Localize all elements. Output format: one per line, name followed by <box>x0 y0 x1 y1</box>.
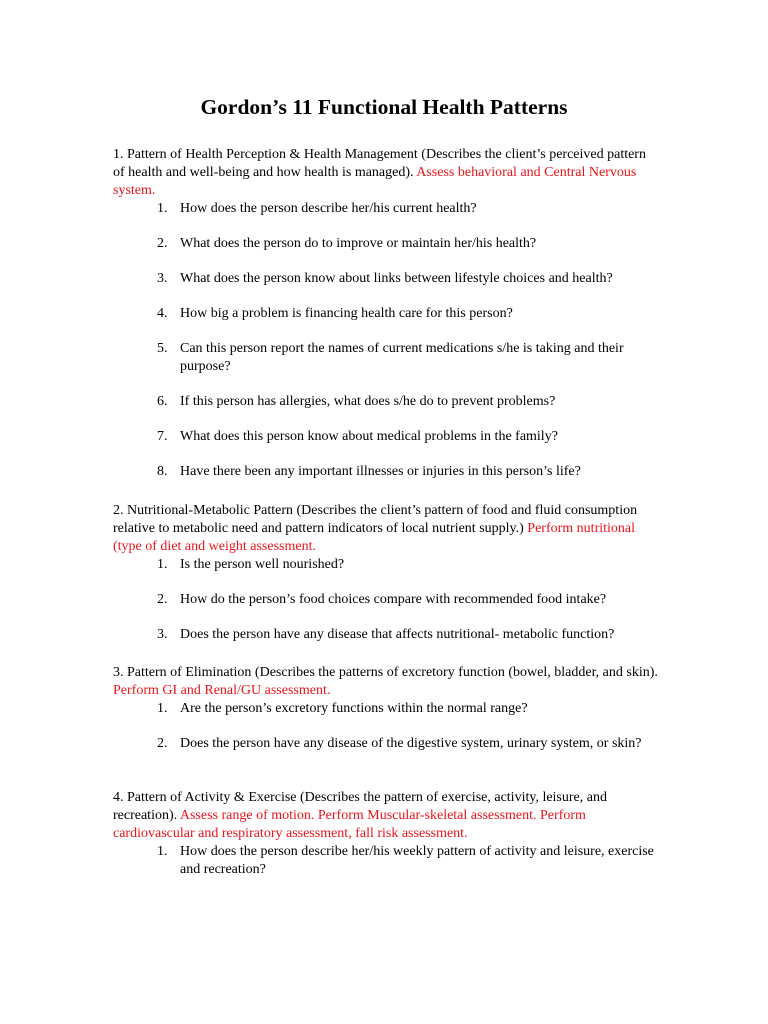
question-list <box>113 556 658 644</box>
question-text: Can this person report the names of current medications s/he is taking and their purpose? <box>180 341 624 374</box>
question-text: How do the person’s food choices compare with recommended food intake? <box>180 592 607 607</box>
section-description: 3. Pattern of Elimination (Describes the patterns of excretory function (bowel, bladder, and skin). <box>113 665 658 680</box>
list-number: 2. <box>157 592 168 607</box>
page-title: Gordon’s 11 Functional Health Patterns <box>200 95 568 119</box>
list-item <box>113 305 658 323</box>
section-description: 4. Pattern of Activity & Exercise (Describes the pattern of exercise, activity, leisure, and recreation). <box>113 790 607 823</box>
question-text: Have there been any important illnesses or injuries in this person’s life? <box>180 464 581 479</box>
question-text: How big a problem is financing health care for this person? <box>180 306 513 321</box>
list-number: 3. <box>157 271 168 286</box>
assessment-note: Perform GI and Renal/GU assessment. <box>113 683 331 698</box>
list-item <box>113 735 658 753</box>
assessment-note: Assess range of motion. Perform Muscular-skeletal assessment. Perform cardiovascular and respiratory assessment, fall risk assessment. <box>113 808 586 841</box>
list-item <box>113 626 658 644</box>
question-text: What does the person know about links between lifestyle choices and health? <box>180 271 613 286</box>
list-number: 1. <box>157 844 168 859</box>
question-text: How does the person describe her/his weekly pattern of activity and leisure, exercise and recreation? <box>180 844 654 877</box>
question-text: If this person has allergies, what does s/he do to prevent problems? <box>180 394 556 409</box>
question-text: How does the person describe her/his current health? <box>180 201 477 216</box>
list-item <box>113 556 658 574</box>
list-number: 7. <box>157 429 168 444</box>
question-list <box>113 200 658 481</box>
section-description: 2. Nutritional-Metabolic Pattern (Describes the client’s pattern of food and fluid consumption relative to metabolic need and pattern indicators of local nutrient supply.) <box>113 503 638 536</box>
list-item <box>113 700 658 718</box>
section-activity-exercise <box>113 789 658 896</box>
list-item <box>113 235 658 253</box>
list-number: 4. <box>157 306 168 321</box>
section-heading <box>113 146 658 200</box>
question-text: Are the person’s excretory functions within the normal range? <box>180 701 528 716</box>
section-heading <box>113 502 658 556</box>
list-number: 1. <box>157 701 168 716</box>
list-number: 1. <box>157 201 168 216</box>
list-item <box>113 591 658 609</box>
question-text: Does the person have any disease that affects nutritional- metabolic function? <box>180 627 615 642</box>
list-item <box>113 200 658 218</box>
list-item <box>113 393 658 411</box>
list-number: 6. <box>157 394 168 409</box>
assessment-note: Assess behavioral and Central Nervous system. <box>113 165 637 198</box>
section-heading <box>113 664 658 700</box>
list-item <box>113 270 658 288</box>
question-text: What does this person know about medical problems in the family? <box>180 429 558 444</box>
list-item <box>113 340 658 376</box>
question-text: Is the person well nourished? <box>180 557 345 572</box>
question-text: What does the person do to improve or maintain her/his health? <box>180 236 537 251</box>
section-nutritional-metabolic <box>113 502 658 661</box>
section-elimination <box>113 664 658 770</box>
list-number: 2. <box>157 736 168 751</box>
section-description: 1. Pattern of Health Perception & Health Management (Describes the client’s perceived pattern of health and well-being and how health is managed). <box>113 147 646 180</box>
list-number: 5. <box>157 341 168 356</box>
list-number: 3. <box>157 627 168 642</box>
list-item <box>113 463 658 481</box>
question-list <box>113 700 658 753</box>
list-number: 1. <box>157 557 168 572</box>
section-heading <box>113 789 658 843</box>
list-item <box>113 843 658 879</box>
list-number: 8. <box>157 464 168 479</box>
list-number: 2. <box>157 236 168 251</box>
question-list <box>113 843 658 879</box>
question-text: Does the person have any disease of the digestive system, urinary system, or skin? <box>180 736 642 751</box>
list-item <box>113 428 658 446</box>
assessment-note: Perform nutritional (type of diet and weight assessment. <box>113 521 635 554</box>
section-health-perception <box>113 146 658 498</box>
